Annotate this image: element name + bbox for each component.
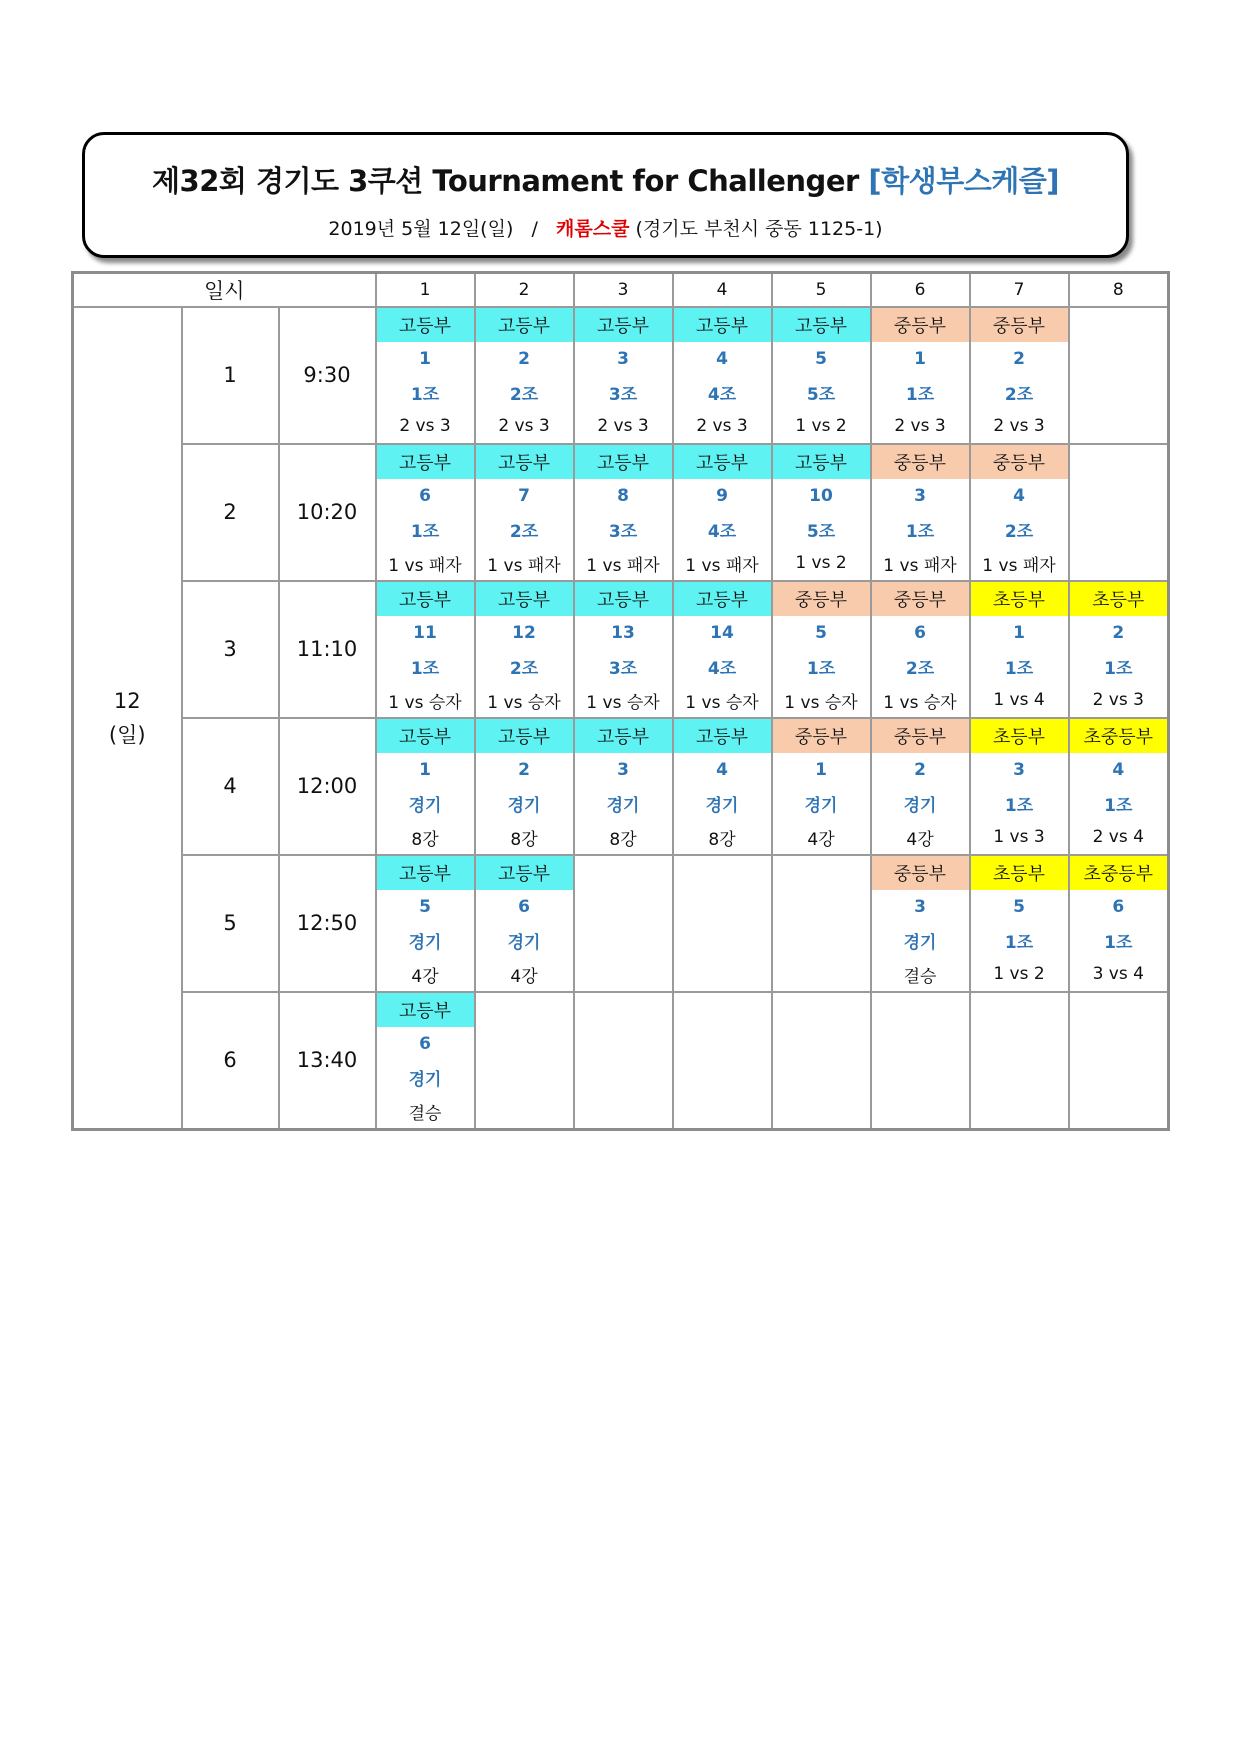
game-cell [772, 307, 871, 444]
division-label: 고등부 [377, 856, 474, 890]
game-group: 1조 [1104, 932, 1133, 953]
game-group: 1조 [1104, 658, 1133, 679]
venue-address: (경기도 부천시 중동 1125-1) [635, 218, 883, 240]
game-matchup: 2 vs 3 [399, 416, 451, 437]
game-matchup: 2 vs 3 [1092, 690, 1144, 711]
round-number: 5 [182, 855, 279, 992]
division-label: 초중등부 [1070, 719, 1168, 753]
game-number: 6 [914, 622, 926, 643]
division-label: 고등부 [476, 582, 573, 616]
game-group: 1조 [1004, 795, 1034, 816]
round-time: 9:30 [279, 307, 376, 444]
game-cell [772, 444, 871, 581]
game-cell [673, 718, 772, 855]
game-group: 3조 [608, 658, 638, 679]
game-matchup: 1 vs 2 [795, 553, 847, 574]
game-number: 1 [914, 348, 926, 369]
game-number: 4 [1013, 485, 1025, 506]
empty-game-cell [772, 855, 871, 992]
game-cell [376, 581, 475, 718]
division-label: 초중등부 [1070, 856, 1168, 890]
game-group: 1조 [905, 384, 935, 405]
game-matchup: 8강 [411, 829, 439, 850]
game-matchup: 결승 [903, 966, 937, 987]
title-main-text: 제32회 경기도 3쿠션 Tournament for Challenger [152, 164, 859, 198]
game-number: 1 [419, 759, 431, 780]
empty-game-cell [1069, 307, 1169, 444]
game-matchup: 1 vs 승자 [685, 692, 759, 713]
game-group: 2조 [509, 521, 539, 542]
header-table-8: 8 [1069, 273, 1169, 308]
game-number: 11 [413, 622, 437, 643]
game-matchup: 1 vs 패자 [586, 555, 660, 576]
division-label: 고등부 [377, 445, 474, 479]
division-label: 초등부 [1070, 582, 1168, 616]
game-matchup: 2 vs 3 [993, 416, 1045, 437]
game-matchup: 8강 [708, 829, 736, 850]
division-label: 고등부 [575, 308, 672, 342]
game-cell [673, 307, 772, 444]
game-group: 4조 [707, 384, 737, 405]
game-group: 2조 [509, 384, 539, 405]
page-title [85, 159, 1126, 200]
division-label: 중등부 [872, 719, 969, 753]
game-matchup: 4강 [807, 829, 835, 850]
game-group: 3조 [608, 521, 638, 542]
game-matchup: 2 vs 3 [498, 416, 550, 437]
round-number: 6 [182, 992, 279, 1130]
game-group: 2조 [1004, 521, 1034, 542]
header-table-2: 2 [475, 273, 574, 308]
schedule-body [73, 307, 1169, 1130]
division-label: 중등부 [872, 445, 969, 479]
division-label: 초등부 [971, 582, 1068, 616]
game-group: 1조 [410, 384, 440, 405]
game-matchup: 1 vs 패자 [883, 555, 957, 576]
game-matchup: 1 vs 4 [993, 690, 1045, 711]
game-number: 3 [617, 759, 629, 780]
game-cell [574, 444, 673, 581]
game-cell [574, 581, 673, 718]
game-cell [475, 855, 574, 992]
header-date-label: 일시 [73, 273, 376, 308]
game-number: 5 [815, 622, 827, 643]
division-label: 고등부 [773, 445, 870, 479]
game-number: 5 [1013, 896, 1025, 917]
game-number: 2 [1013, 348, 1025, 369]
game-matchup: 4강 [411, 966, 439, 987]
game-number: 3 [1013, 759, 1025, 780]
venue-name: 캐롬스쿨 [556, 218, 630, 240]
empty-game-cell [970, 992, 1069, 1130]
game-cell [475, 307, 574, 444]
game-cell [772, 581, 871, 718]
day-cell [73, 307, 182, 1130]
round-number: 2 [182, 444, 279, 581]
round-row [73, 718, 1169, 855]
game-cell [376, 444, 475, 581]
game-matchup: 1 vs 승자 [586, 692, 660, 713]
game-cell [1069, 581, 1169, 718]
game-cell [970, 718, 1069, 855]
game-cell [673, 581, 772, 718]
game-number: 8 [617, 485, 629, 506]
game-group: 2조 [509, 658, 539, 679]
event-date: 2019년 5월 12일(일) [328, 218, 514, 240]
game-number: 12 [512, 622, 536, 643]
subtitle-separator: / [531, 218, 538, 240]
round-row [73, 581, 1169, 718]
division-label: 고등부 [476, 719, 573, 753]
game-cell [970, 307, 1069, 444]
game-group: 5조 [806, 521, 836, 542]
game-number: 7 [518, 485, 530, 506]
header-table-7: 7 [970, 273, 1069, 308]
round-row [73, 307, 1169, 444]
division-label: 중등부 [971, 445, 1068, 479]
round-row [73, 992, 1169, 1130]
game-number: 3 [914, 896, 926, 917]
division-label: 중등부 [773, 582, 870, 616]
round-row [73, 855, 1169, 992]
division-label: 고등부 [377, 308, 474, 342]
game-matchup: 1 vs 승자 [883, 692, 957, 713]
game-cell [475, 444, 574, 581]
game-matchup: 2 vs 3 [597, 416, 649, 437]
division-label: 고등부 [377, 719, 474, 753]
header-table-3: 3 [574, 273, 673, 308]
division-label: 고등부 [674, 719, 771, 753]
subtitle [85, 214, 1126, 241]
game-cell [871, 581, 970, 718]
game-group: 1조 [410, 521, 440, 542]
game-matchup: 2 vs 4 [1092, 827, 1144, 848]
game-cell [970, 581, 1069, 718]
game-number: 2 [1112, 622, 1125, 643]
game-number: 1 [1013, 622, 1025, 643]
game-matchup: 1 vs 승자 [784, 692, 858, 713]
game-group: 1조 [410, 658, 440, 679]
game-matchup: 8강 [510, 829, 538, 850]
game-group: 1조 [905, 521, 935, 542]
division-label: 고등부 [476, 856, 573, 890]
division-label: 초등부 [971, 856, 1068, 890]
game-number: 14 [710, 622, 734, 643]
game-group: 1조 [1104, 795, 1133, 816]
title-bracket: [학생부스케즐] [868, 164, 1059, 198]
game-matchup: 1 vs 패자 [388, 555, 462, 576]
empty-game-cell [1069, 444, 1169, 581]
game-cell [376, 718, 475, 855]
game-cell [871, 718, 970, 855]
game-number: 9 [716, 485, 728, 506]
game-group: 경기 [408, 1069, 442, 1090]
game-group: 1조 [1004, 932, 1034, 953]
round-number: 1 [182, 307, 279, 444]
round-row [73, 444, 1169, 581]
empty-game-cell [673, 992, 772, 1130]
game-cell [871, 855, 970, 992]
game-matchup: 2 vs 3 [696, 416, 748, 437]
header-table-1: 1 [376, 273, 475, 308]
division-label: 중등부 [872, 856, 969, 890]
game-matchup: 1 vs 승자 [487, 692, 561, 713]
game-matchup: 1 vs 패자 [685, 555, 759, 576]
header-table-6: 6 [871, 273, 970, 308]
division-label: 고등부 [575, 719, 672, 753]
game-group: 경기 [507, 795, 541, 816]
game-cell [1069, 855, 1169, 992]
game-group: 3조 [608, 384, 638, 405]
round-time: 11:10 [279, 581, 376, 718]
game-group: 5조 [806, 384, 836, 405]
game-group: 경기 [606, 795, 640, 816]
division-label: 고등부 [674, 308, 771, 342]
game-number: 4 [716, 759, 728, 780]
game-matchup: 1 vs 패자 [982, 555, 1056, 576]
game-number: 2 [518, 348, 530, 369]
division-label: 고등부 [674, 582, 771, 616]
division-label: 고등부 [377, 582, 474, 616]
game-cell [871, 444, 970, 581]
game-number: 6 [518, 896, 530, 917]
division-label: 중등부 [773, 719, 870, 753]
game-group: 경기 [903, 795, 937, 816]
day-date: 12 [113, 689, 141, 713]
game-group: 경기 [903, 932, 937, 953]
game-group: 2조 [905, 658, 935, 679]
division-label: 중등부 [872, 582, 969, 616]
game-group: 4조 [707, 521, 737, 542]
game-number: 13 [611, 622, 635, 643]
empty-game-cell [871, 992, 970, 1130]
game-cell [475, 581, 574, 718]
game-cell [376, 992, 475, 1130]
game-number: 4 [1112, 759, 1125, 780]
game-number: 1 [419, 348, 431, 369]
game-matchup: 3 vs 4 [1092, 964, 1144, 985]
game-matchup: 1 vs 승자 [388, 692, 462, 713]
game-matchup: 4강 [906, 829, 934, 850]
game-matchup: 1 vs 2 [795, 416, 847, 437]
game-number: 3 [617, 348, 629, 369]
round-time: 13:40 [279, 992, 376, 1130]
round-number: 3 [182, 581, 279, 718]
empty-game-cell [1069, 992, 1169, 1130]
game-group: 경기 [408, 795, 442, 816]
game-group: 2조 [1004, 384, 1034, 405]
division-label: 고등부 [773, 308, 870, 342]
game-number: 6 [419, 1033, 431, 1054]
empty-game-cell [673, 855, 772, 992]
game-cell [376, 855, 475, 992]
game-group: 경기 [705, 795, 739, 816]
game-matchup: 2 vs 3 [894, 416, 946, 437]
day-weekday: (일) [108, 723, 146, 747]
round-time: 12:00 [279, 718, 376, 855]
game-cell [772, 718, 871, 855]
division-label: 중등부 [872, 308, 969, 342]
game-cell [970, 444, 1069, 581]
empty-game-cell [574, 992, 673, 1130]
empty-game-cell [475, 992, 574, 1130]
title-box [82, 132, 1129, 258]
game-number: 10 [809, 485, 833, 506]
game-number: 1 [815, 759, 827, 780]
game-cell [574, 307, 673, 444]
empty-game-cell [574, 855, 673, 992]
game-number: 6 [419, 485, 431, 506]
game-number: 5 [815, 348, 827, 369]
game-matchup: 4강 [510, 966, 538, 987]
header-row [73, 273, 1169, 308]
division-label: 고등부 [377, 993, 474, 1027]
game-group: 경기 [507, 932, 541, 953]
game-matchup: 1 vs 패자 [487, 555, 561, 576]
game-cell [673, 444, 772, 581]
round-time: 10:20 [279, 444, 376, 581]
division-label: 초등부 [971, 719, 1068, 753]
game-group: 경기 [408, 932, 442, 953]
division-label: 고등부 [476, 445, 573, 479]
game-number: 6 [1112, 896, 1125, 917]
game-matchup: 1 vs 3 [993, 827, 1045, 848]
schedule-table [71, 271, 1170, 1131]
game-group: 1조 [1004, 658, 1034, 679]
division-label: 고등부 [674, 445, 771, 479]
game-group: 경기 [804, 795, 838, 816]
game-matchup: 1 vs 2 [993, 964, 1045, 985]
game-number: 4 [716, 348, 728, 369]
header-table-5: 5 [772, 273, 871, 308]
game-matchup: 결승 [408, 1103, 442, 1124]
game-cell [970, 855, 1069, 992]
game-number: 5 [419, 896, 431, 917]
round-time: 12:50 [279, 855, 376, 992]
game-group: 4조 [707, 658, 737, 679]
game-number: 2 [518, 759, 530, 780]
division-label: 고등부 [575, 582, 672, 616]
division-label: 고등부 [476, 308, 573, 342]
empty-game-cell [772, 992, 871, 1130]
game-cell [574, 718, 673, 855]
division-label: 고등부 [575, 445, 672, 479]
division-label: 중등부 [971, 308, 1068, 342]
game-cell [1069, 718, 1169, 855]
game-number: 2 [914, 759, 926, 780]
round-number: 4 [182, 718, 279, 855]
game-matchup: 8강 [609, 829, 637, 850]
game-group: 1조 [806, 658, 836, 679]
header-table-4: 4 [673, 273, 772, 308]
game-cell [475, 718, 574, 855]
game-cell [376, 307, 475, 444]
game-number: 3 [914, 485, 926, 506]
game-cell [871, 307, 970, 444]
